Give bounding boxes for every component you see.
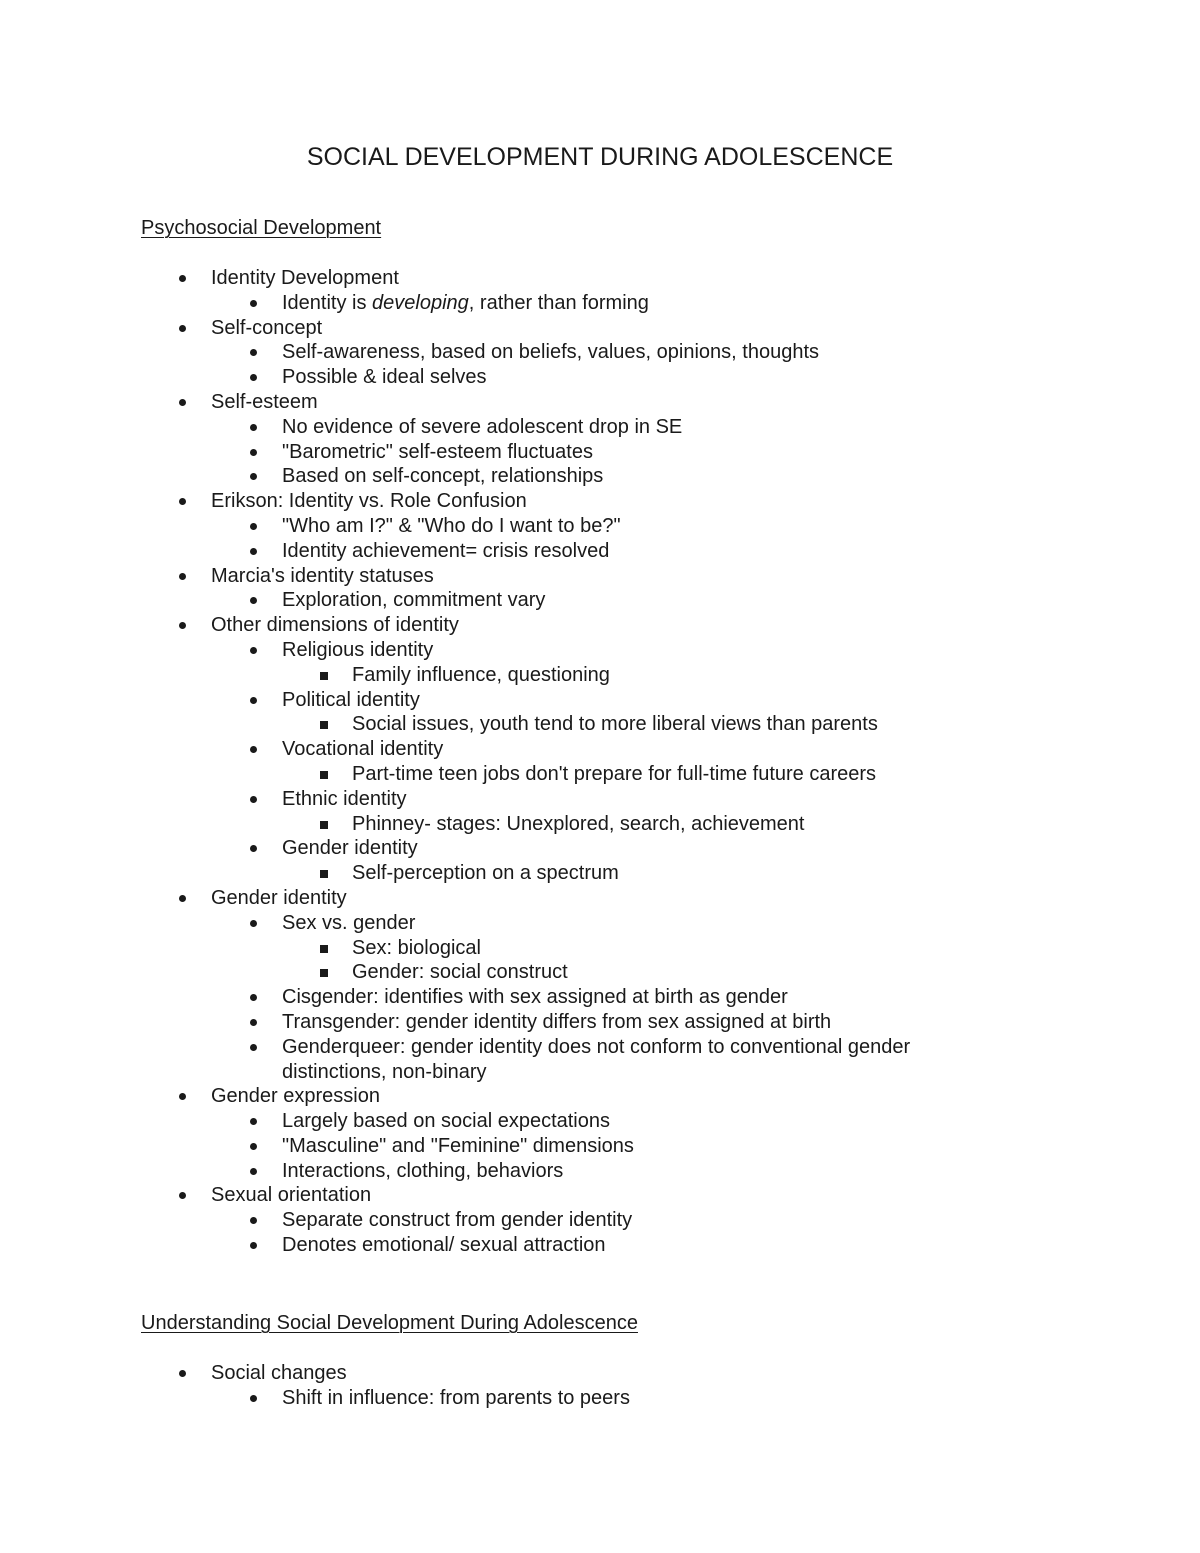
document-title: SOCIAL DEVELOPMENT DURING ADOLESCENCE [306,143,894,171]
list-item-text: Gender: social construct [352,961,568,984]
list-item-level-2 [0,291,972,316]
square-bullet-icon [320,721,328,729]
disc-bullet-icon [250,1019,257,1026]
list-item-text: "Barometric" self-esteem fluctuates [282,440,593,463]
list-item-level-2 [0,514,972,539]
outline-list-understanding [0,1361,1200,1411]
list-item-level-2 [0,787,972,812]
list-item-text: Sex: biological [352,936,481,959]
list-item-level-2 [0,365,972,390]
list-item-text: Transgender: gender identity differs from sex assigned at birth [282,1010,832,1033]
list-item-level-2 [0,638,972,663]
list-item-text: Interactions, clothing, behaviors [282,1159,564,1182]
list-item-level-3 [0,960,1200,985]
list-item-text: Shift in influence: from parents to peers [282,1386,630,1409]
list-item-text: Sex vs. gender [282,911,416,934]
list-item-text: Social issues, youth tend to more liberal views than parents [352,713,878,736]
disc-bullet-icon [179,1093,186,1100]
disc-bullet-icon [250,697,257,704]
list-item-level-3 [0,812,1200,837]
list-item-level-2 [0,539,972,564]
list-item-level-2 [0,836,972,861]
disc-bullet-icon [179,895,186,902]
list-item-level-2 [0,588,972,613]
list-item-text: Denotes emotional/ sexual attraction [282,1234,606,1257]
list-item-text: Self-concept [211,316,323,339]
list-item-level-2 [0,1134,972,1159]
list-item-level-1 [0,886,1200,911]
section-heading-understanding: Understanding Social Development During Adolescence [141,1312,638,1334]
list-item-emphasis: developing [372,291,469,314]
square-bullet-icon [320,969,328,977]
disc-bullet-icon [250,1395,257,1402]
list-item-text: Social changes [211,1362,347,1384]
list-item-text: Erikson: Identity vs. Role Confusion [211,490,527,513]
list-item-level-1 [0,613,1200,638]
list-item-text: , rather than forming [468,291,649,314]
list-item-level-2 [0,1233,972,1258]
disc-bullet-icon [179,1192,186,1199]
square-bullet-icon [320,771,328,779]
disc-bullet-icon [250,597,257,604]
list-item-level-3 [0,762,1200,787]
list-item-level-3 [0,936,1200,961]
list-item-level-1 [0,1084,1200,1109]
disc-bullet-icon [250,1118,257,1125]
list-item-level-2 [0,737,972,762]
list-item-level-3 [0,712,1200,737]
list-item-text: "Who am I?" & "Who do I want to be?" [282,514,621,537]
list-item-text: Political identity [282,688,420,711]
square-bullet-icon [320,870,328,878]
list-item-level-2 [0,464,972,489]
disc-bullet-icon [179,399,186,406]
list-item-text: Marcia's identity statuses [211,564,434,587]
list-item-level-1 [0,1361,1200,1386]
list-item-text: Genderqueer: gender identity does not conform to conventional gender distinctions, non-binary [282,1035,911,1083]
list-item-text: Cisgender: identifies with sex assigned at birth as gender [282,986,788,1009]
list-item-text: Vocational identity [282,738,444,761]
disc-bullet-icon [250,796,257,803]
list-item-text: Largely based on social expectations [282,1110,610,1133]
list-item-text: Gender identity [282,837,418,860]
list-item-level-2 [0,1109,972,1134]
list-item-level-2 [0,911,972,936]
list-item-text: "Masculine" and "Feminine" dimensions [282,1134,634,1157]
disc-bullet-icon [250,300,257,307]
list-item-level-1 [0,564,1200,589]
disc-bullet-icon [250,746,257,753]
section-heading-psychosocial: Psychosocial Development [141,217,382,239]
disc-bullet-icon [179,275,186,282]
disc-bullet-icon [250,994,257,1001]
list-item-level-2 [0,985,972,1010]
disc-bullet-icon [250,647,257,654]
list-item-text: Part-time teen jobs don't prepare for full-time future careers [352,762,877,785]
disc-bullet-icon [179,622,186,629]
disc-bullet-icon [250,1242,257,1249]
list-item-level-1 [0,390,1200,415]
disc-bullet-icon [250,920,257,927]
list-item-text: Self-perception on a spectrum [352,862,619,885]
disc-bullet-icon [179,1370,186,1377]
list-item-level-2 [0,1208,972,1233]
list-item-text: Other dimensions of identity [211,614,459,637]
list-item-text: Religious identity [282,638,434,661]
list-item-level-3 [0,663,1200,688]
list-item-text: Identity achievement= crisis resolved [282,539,610,562]
list-item-level-2 [0,1010,972,1035]
list-item-text: Phinney- stages: Unexplored, search, achievement [352,812,805,835]
disc-bullet-icon [250,1143,257,1150]
disc-bullet-icon [179,325,186,332]
list-item-level-1 [0,489,1200,514]
disc-bullet-icon [250,349,257,356]
list-item-text: Exploration, commitment vary [282,589,546,612]
list-item-text: Identity Development [211,267,399,289]
list-item-text: Sexual orientation [211,1184,372,1207]
list-item-level-1 [0,316,1200,341]
disc-bullet-icon [250,1168,257,1175]
disc-bullet-icon [250,1044,257,1051]
list-item-text: Gender expression [211,1085,380,1108]
list-item-text: Possible & ideal selves [282,366,487,389]
square-bullet-icon [320,672,328,680]
disc-bullet-icon [250,523,257,530]
list-item-level-2 [0,1386,972,1411]
outline-list-psychosocial [0,266,1200,1258]
disc-bullet-icon [250,374,257,381]
list-item-text: Self-esteem [211,390,318,413]
square-bullet-icon [320,945,328,953]
list-item-level-2 [0,340,972,365]
square-bullet-icon [320,821,328,829]
list-item-text: Gender identity [211,886,347,909]
list-item-level-2 [0,415,972,440]
disc-bullet-icon [250,473,257,480]
list-item-text: Identity is [282,291,373,314]
disc-bullet-icon [250,1217,257,1224]
list-item-level-2 [0,1159,972,1184]
list-item-level-2 [0,688,972,713]
disc-bullet-icon [250,548,257,555]
disc-bullet-icon [179,573,186,580]
list-item-text: Ethnic identity [282,787,407,810]
disc-bullet-icon [250,424,257,431]
list-item-level-3 [0,861,1200,886]
list-item-text: Self-awareness, based on beliefs, values, opinions, thoughts [282,341,820,364]
list-item-level-2 [0,1035,972,1085]
list-item-text: No evidence of severe adolescent drop in SE [282,415,683,438]
disc-bullet-icon [250,449,257,456]
list-item-text: Based on self-concept, relationships [282,465,604,488]
list-item-text: Separate construct from gender identity [282,1209,633,1232]
list-item-level-2 [0,440,972,465]
list-item-level-1 [0,266,1200,291]
disc-bullet-icon [250,845,257,852]
list-item-level-1 [0,1183,1200,1208]
disc-bullet-icon [179,498,186,505]
list-item-text: Family influence, questioning [352,663,610,686]
